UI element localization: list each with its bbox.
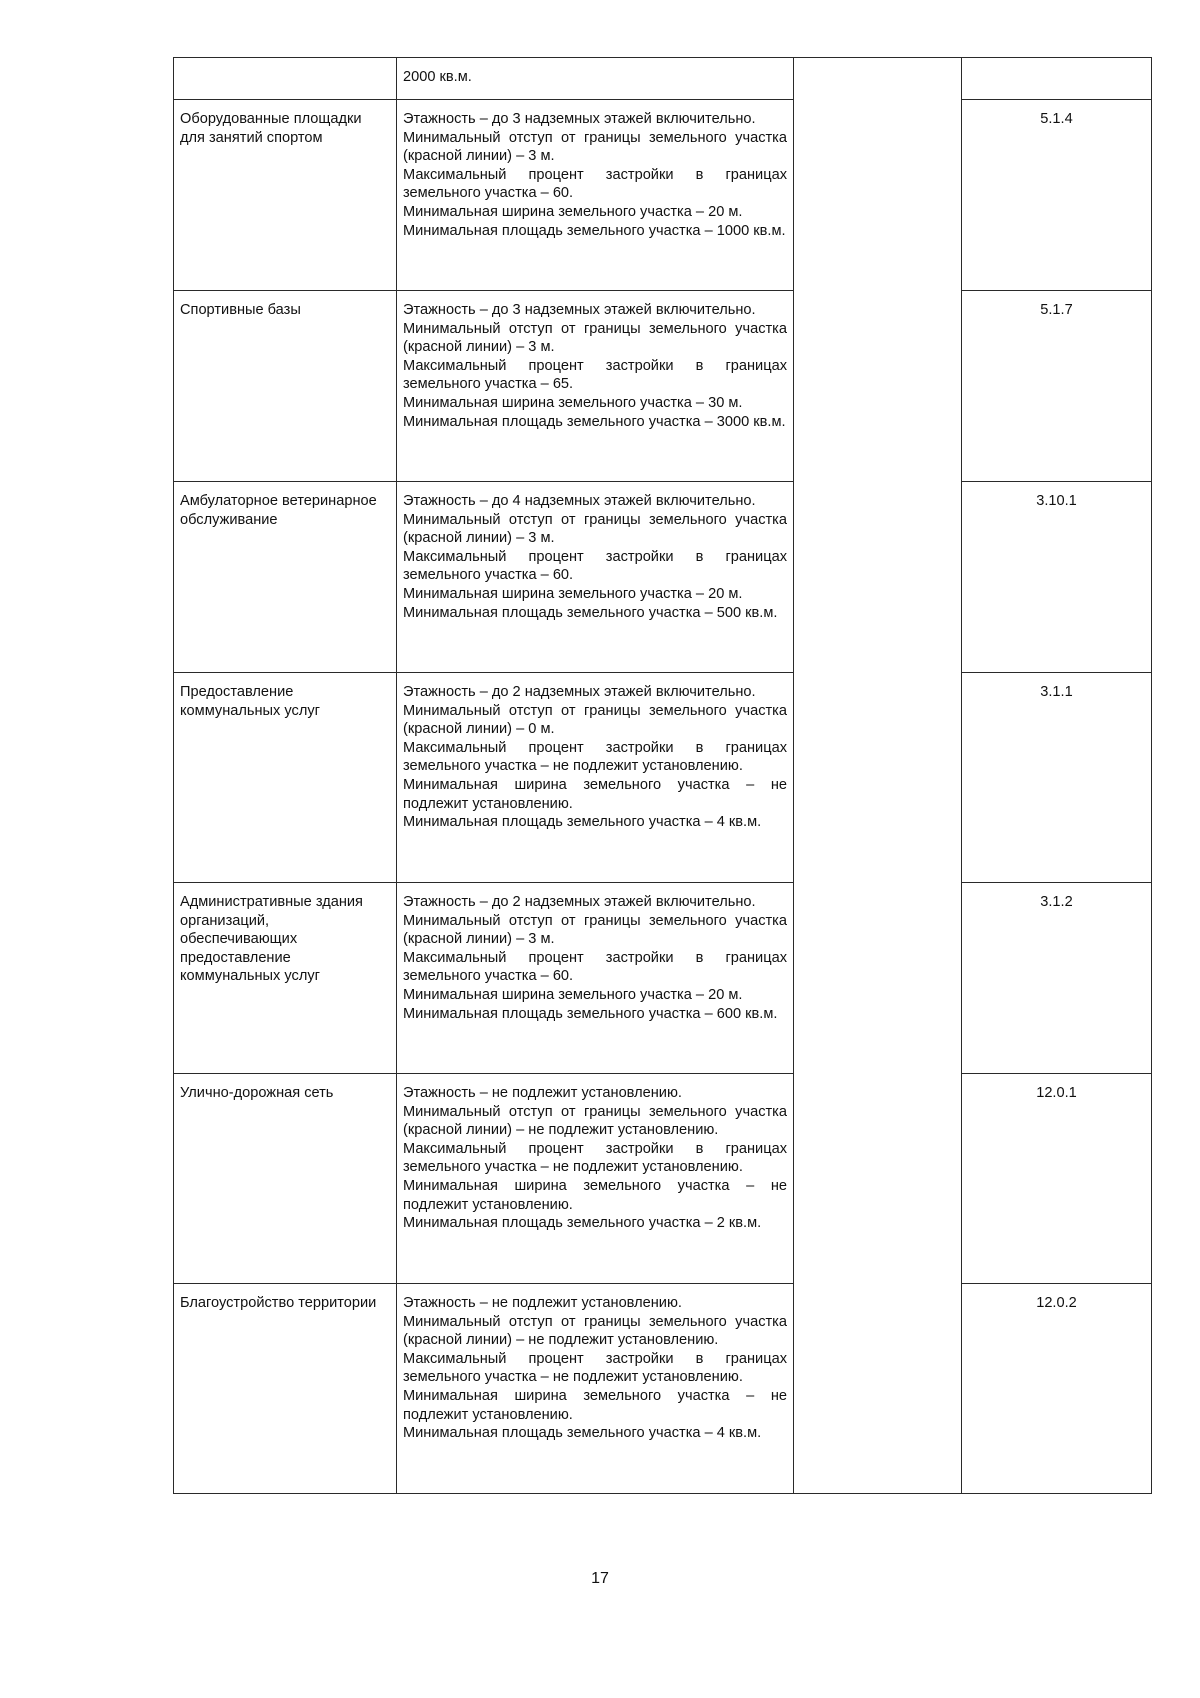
regulations-table (173, 57, 1152, 1494)
use-type-name-cell: Амбулаторное ветеринарное обслуживание (174, 482, 397, 673)
parameter-line: Этажность – до 2 надземных этажей включительно. (403, 684, 756, 700)
parameter-line: Минимальная ширина земельного участка – не подлежит установлению. (403, 1177, 787, 1213)
parameter-line: Этажность – не подлежит установлению. (403, 1295, 682, 1311)
parameter-line: Минимальная площадь земельного участка – 2 кв.м. (403, 1215, 762, 1232)
parameter-line: Минимальная площадь земельного участка – 3000 кв.м. (403, 413, 786, 430)
parameter-line: Минимальный отступ от границы земельного участка (красной линии) – 3 м. (403, 511, 787, 547)
parameters-cell (397, 58, 794, 100)
parameter-line: Максимальный процент застройки в границах земельного участка – 60. (403, 949, 787, 985)
parameter-line: Максимальный процент застройки в границах земельного участка – 60. (403, 548, 787, 584)
parameter-line: Этажность – не подлежит установлению. (403, 1085, 682, 1101)
parameter-line: Этажность – до 3 надземных этажей включительно. (403, 302, 756, 318)
use-code-cell: 3.1.1 (962, 673, 1152, 883)
parameter-line: Минимальная ширина земельного участка – 20 м. (403, 986, 743, 1003)
parameters-cell (397, 1074, 794, 1284)
table-row (174, 1074, 1152, 1284)
parameter-line: Этажность – до 2 надземных этажей включительно. (403, 894, 756, 910)
parameter-line: Максимальный процент застройки в границах земельного участка – не подлежит установлению. (403, 1350, 787, 1386)
use-type-name-cell: Предоставление коммунальных услуг (174, 673, 397, 883)
use-type-name-cell: Улично-дорожная сеть (174, 1074, 397, 1284)
table-row (174, 1284, 1152, 1494)
parameter-line: Максимальный процент застройки в границах земельного участка – 65. (403, 357, 787, 393)
parameter-line: Минимальный отступ от границы земельного участка (красной линии) – 0 м. (403, 702, 787, 738)
parameter-line: Минимальная площадь земельного участка – 4 кв.м. (403, 814, 762, 831)
parameters-cell (397, 1284, 794, 1494)
parameter-line: Минимальная площадь земельного участка – 500 кв.м. (403, 604, 778, 621)
parameters-cell (397, 673, 794, 883)
parameters-cell (397, 291, 794, 482)
use-code-cell (962, 58, 1152, 100)
parameter-line: Минимальный отступ от границы земельного участка (красной линии) – не подлежит установлению. (403, 1103, 787, 1139)
parameter-line: Минимальная ширина земельного участка – 30 м. (403, 394, 743, 411)
use-type-name-cell: Спортивные базы (174, 291, 397, 482)
parameter-line: 2000 кв.м. (403, 69, 472, 85)
parameters-cell (397, 883, 794, 1074)
use-code-cell: 3.1.2 (962, 883, 1152, 1074)
parameter-line: Минимальный отступ от границы земельного участка (красной линии) – 3 м. (403, 912, 787, 948)
parameters-cell (397, 482, 794, 673)
parameters-cell (397, 100, 794, 291)
parameter-line: Минимальный отступ от границы земельного участка (красной линии) – 3 м. (403, 129, 787, 165)
parameter-line: Минимальная площадь земельного участка – 1000 кв.м. (403, 222, 786, 239)
use-code-cell: 5.1.7 (962, 291, 1152, 482)
parameter-line: Минимальная ширина земельного участка – не подлежит установлению. (403, 1387, 787, 1423)
use-code-cell: 12.0.2 (962, 1284, 1152, 1494)
parameter-line: Этажность – до 3 надземных этажей включительно. (403, 111, 756, 127)
table-row (174, 100, 1152, 291)
parameter-line: Минимальный отступ от границы земельного участка (красной линии) – не подлежит установлению. (403, 1313, 787, 1349)
regulations-table-body (174, 58, 1152, 1494)
table-row (174, 673, 1152, 883)
use-code-cell: 5.1.4 (962, 100, 1152, 291)
parameter-line: Этажность – до 4 надземных этажей включительно. (403, 493, 756, 509)
use-type-name-cell (174, 58, 397, 100)
use-type-name-cell: Административные здания организаций, обеспечивающих предоставление коммунальных услуг (174, 883, 397, 1074)
table-row (174, 883, 1152, 1074)
table-row (174, 482, 1152, 673)
table-row (174, 291, 1152, 482)
page-number: 17 (591, 1570, 609, 1587)
use-type-name-cell: Благоустройство территории (174, 1284, 397, 1494)
parameter-line: Минимальная ширина земельного участка – не подлежит установлению. (403, 776, 787, 812)
parameter-line: Минимальная площадь земельного участка – 600 кв.м. (403, 1005, 778, 1022)
use-type-name-cell: Оборудованные площадки для занятий спортом (174, 100, 397, 291)
restrictions-cell (794, 58, 962, 1494)
parameter-line: Минимальная площадь земельного участка – 4 кв.м. (403, 1425, 762, 1442)
parameter-line: Максимальный процент застройки в границах земельного участка – 60. (403, 166, 787, 202)
parameter-line: Минимальный отступ от границы земельного участка (красной линии) – 3 м. (403, 320, 787, 356)
use-code-cell: 3.10.1 (962, 482, 1152, 673)
parameter-line: Максимальный процент застройки в границах земельного участка – не подлежит установлению. (403, 739, 787, 775)
parameter-line: Максимальный процент застройки в границах земельного участка – не подлежит установлению. (403, 1140, 787, 1176)
use-code-cell: 12.0.1 (962, 1074, 1152, 1284)
parameter-line: Минимальная ширина земельного участка – 20 м. (403, 203, 743, 220)
table-row (174, 58, 1152, 100)
parameter-line: Минимальная ширина земельного участка – 20 м. (403, 585, 743, 602)
